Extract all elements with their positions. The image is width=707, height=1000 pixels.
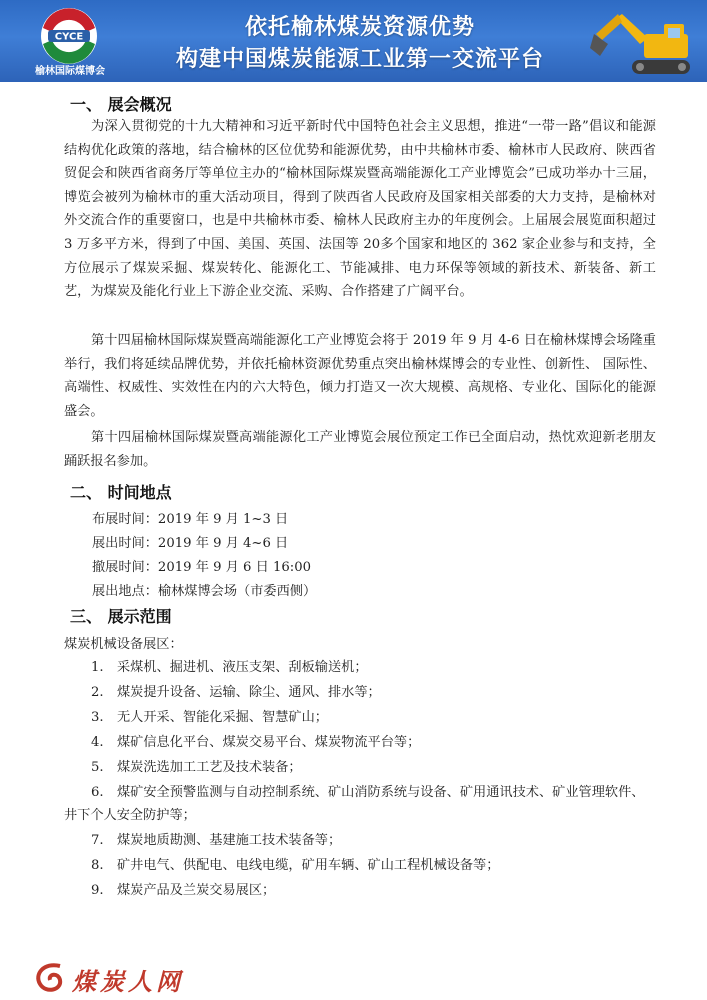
scope-subheading: 煤炭机械设备展区： [64, 637, 183, 652]
scope-item: 5. 煤炭洗选加工工艺及技术装备； [91, 760, 302, 775]
scope-item: 9. 煤炭产品及兰炭交易展区； [91, 883, 276, 898]
banner-title-line1: 依托榆林煤炭资源优势 [244, 15, 475, 40]
scope-item: 2. 煤炭提升设备、运输、除尘、通风、排水等； [91, 685, 381, 700]
exhibition-venue: 展出地点：榆林煤博会场（市委西侧） [92, 584, 317, 599]
overview-heading: 一、 展会概况 [70, 95, 172, 114]
time-place-heading: 二、 时间地点 [70, 483, 172, 502]
banner-title-line2: 构建中国煤炭能源工业第一交流平台 [175, 47, 544, 72]
logo-badge: CYCE [54, 31, 84, 43]
scope-item: 4. 煤矿信息化平台、煤炭交易平台、煤炭物流平台等； [91, 735, 421, 750]
overview-paragraph-1: 为深入贯彻党的十九大精神和习近平新时代中国特色社会主义思想，推进“一带一路”倡议和能源结构优化政策的落地，结合榆林的区位优势和能源优势，由中共榆林市委、榆林市人民政府、陕西省贸促会和陕西省商务厅等单位主办的“榆林国际煤炭暨高端能源化工产业博览会”已成功举办十三届，博览会被列为榆林市的重大活动项目，得到了陕西省人民政府及国家相关部委的大力支持，是榆林对外交流合作的重要窗口，也是中共榆林市委、榆林人民政府主办的年度例会。上届展会展览面积超过 3 万多平方米，得到了中国、美国、英国、法国等 20多个国家和地区的 362 家企业参与和支持，全方位展示了煤炭采掘、煤炭转化、能源化工、节能减排、电力环保等领域的新技术、新装备、新工艺，为煤炭及能化行业上下游企业交流、采购、合作搭建了广阔平台。 [64, 119, 656, 300]
overview-paragraph-2: 第十四届榆林国际煤炭暨高端能源化工产业博览会将于 2019 年 9 月 4-6 日在榆林煤博会场隆重举行，我们将延续品牌优势，并依托榆林资源优势重点突出榆林煤博会的专业性、创新性、 国际性、高端性、权威性、实效性在内的六大特色，倾力打造又一次大规模、高规格、专业化、国际化的能源盛会。 [64, 333, 656, 419]
scope-heading: 三、 展示范围 [70, 607, 172, 626]
footer-watermark: 煤炭人网 [72, 967, 184, 996]
overview-paragraph-3: 第十四届榆林国际煤炭暨高端能源化工产业博览会展位预定工作已全面启动，热忱欢迎新老朋友踊跃报名参加。 [64, 430, 656, 469]
logo-caption: 榆林国际煤博会 [35, 66, 105, 77]
setup-time: 布展时间：2019 年 9 月 1~3 日 [92, 512, 289, 527]
teardown-time: 撤展时间：2019 年 9 月 6 日 16:00 [92, 560, 311, 575]
scope-item: 7. 煤炭地质勘测、基建施工技术装备等； [91, 833, 342, 848]
scope-item: 3. 无人开采、智能化采掘、智慧矿山； [91, 710, 328, 725]
exhibition-time: 展出时间：2019 年 9 月 4~6 日 [92, 536, 289, 551]
excavator-illustration [588, 4, 700, 80]
watermark-swirl-icon [30, 960, 70, 996]
scope-item: 6. 煤矿安全预警监测与自动控制系统、矿山消防系统与设备、矿用通讯技术、矿业管理软件、井下个人安全防护等； [64, 785, 645, 823]
scope-item: 1. 采煤机、掘进机、液压支架、刮板输送机； [91, 660, 368, 675]
scope-item: 8. 矿井电气、供配电、电线电缆，矿用车辆、矿山工程机械设备等； [91, 858, 500, 873]
